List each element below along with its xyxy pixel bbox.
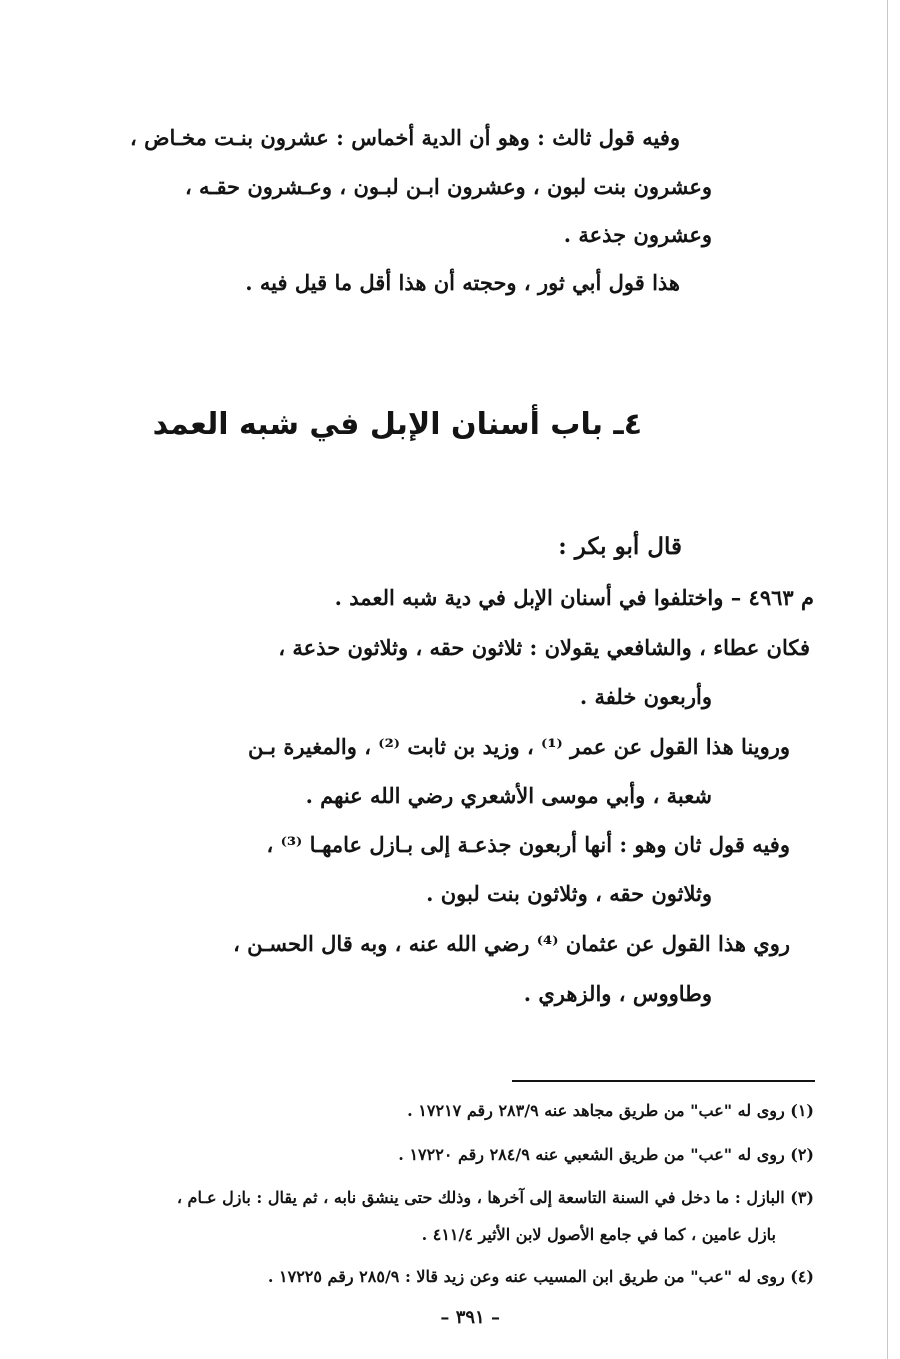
footnote: (٢) روى له "عب" من طريق الشعبي عنه ٢٨٤/٩ رقم ١٧٢٢٠ .	[398, 1145, 814, 1164]
page-number: – ٣٩١ –	[440, 1307, 500, 1328]
text-line: شعبة ، وأبي موسى الأشعري رضي الله عنهم .	[305, 783, 712, 808]
text-line: وعشرون جذعة .	[563, 222, 712, 247]
footnote: (١) روى له "عب" من طريق مجاهد عنه ٢٨٣/٩ رقم ١٧٢١٧ .	[407, 1101, 814, 1120]
footnote-separator	[512, 1080, 815, 1082]
text-line: وفيه قول ثان وهو : أنها أربعون جذعـة إلى بـازل عامهـا ⁽³⁾ ،	[266, 832, 790, 857]
text-line: وعشرون بنت لبون ، وعشرون ابـن لبـون ، وعـشرون حقـه ،	[184, 174, 712, 199]
text-line: وأربعون خلفة .	[579, 684, 712, 709]
text-line: م ٤٩٦٣ – واختلفوا في أسنان الإبل في دية شبه العمد .	[334, 585, 814, 610]
text-line: هذا قول أبي ثور ، وحجته أن هذا أقل ما قيل فيه .	[245, 270, 680, 295]
text-line: وطاووس ، والزهري .	[523, 981, 712, 1006]
footnote: (٣) البازل : ما دخل في السنة التاسعة إلى آخرها ، وذلك حتى ينشق نابه ، ثم يقال : بازل عـام ،	[176, 1188, 814, 1207]
text-line: وفيه قول ثالث : وهو أن الدية أخماس : عشرون بنـت مخـاض ،	[130, 125, 680, 150]
text-line: وروينا هذا القول عن عمر ⁽¹⁾ ، وزيد بن ثابت ⁽²⁾ ، والمغيرة بـن	[248, 734, 790, 759]
text-line: فكان عطاء ، والشافعي يقولان : ثلاثون حقه ، وثلاثون حذعة ،	[278, 635, 810, 660]
page-edge-line	[887, 0, 888, 1359]
intro-line: قال أبو بكر :	[558, 533, 682, 560]
text-line: وثلاثون حقه ، وثلاثون بنت لبون .	[426, 881, 712, 906]
footnote: (٤) روى له "عب" من طريق ابن المسيب عنه وعن زيد قالا : ٢٨٥/٩ رقم ١٧٢٢٥ .	[267, 1267, 814, 1286]
footnote: بازل عامين ، كما في جامع الأصول لابن الأثير ٤١١/٤ .	[421, 1225, 776, 1244]
text-line: روي هذا القول عن عثمان ⁽⁴⁾ رضي الله عنه ، وبه قال الحسـن ،	[233, 931, 790, 956]
chapter-heading: ٤ـ باب أسنان الإبل في شبه العمد	[152, 407, 642, 442]
